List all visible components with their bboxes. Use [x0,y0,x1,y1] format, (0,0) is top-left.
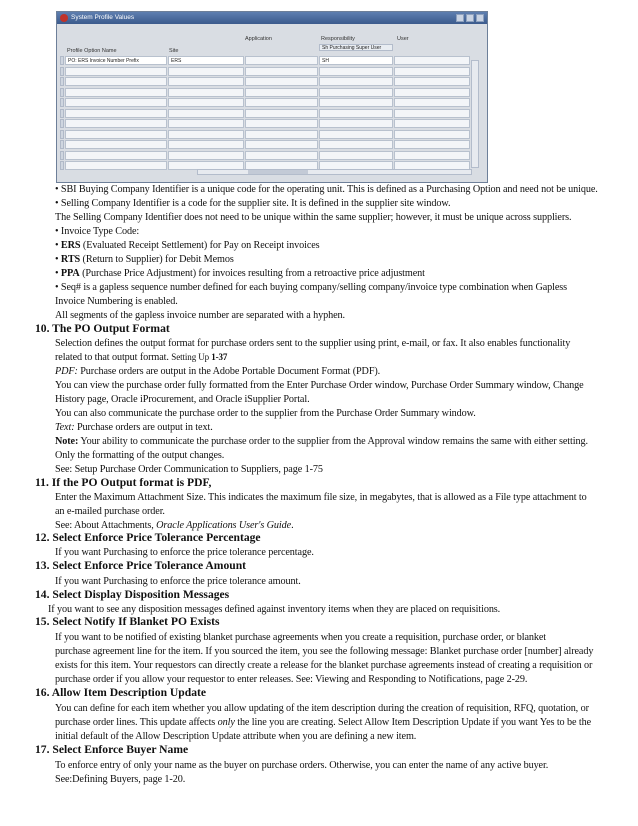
code-rts: • RTS (Return to Supplier) for Debit Memos [55,254,234,265]
empty-cell[interactable] [245,98,318,107]
system-profile-values-window [56,11,488,183]
empty-cell[interactable] [394,109,470,118]
window-title-bar [57,12,487,24]
s16-line-2a: purchase order lines. This update affects [55,717,218,728]
s17-line-2: See:Defining Buyers, page 1-20. [55,774,186,785]
row-marker[interactable] [60,77,64,86]
heading-display-disposition: 14. Select Display Disposition Messages [35,588,230,601]
s10-line-6: You can also communicate the purchase order to the supplier from the Purchase Order Summary window. [55,408,476,419]
empty-cell[interactable] [65,130,167,139]
s13-line-1: If you want Purchasing to enforce the price tolerance amount. [55,576,301,587]
code-ppa-label: PPA [60,268,80,279]
s16-line-3: initial default of the Allow Description Update attribute when you are defining a new item. [55,731,417,742]
s10-line-9: Only the formatting of the output changes. [55,450,225,461]
horizontal-scrollbar[interactable] [197,169,472,175]
empty-cell[interactable] [65,161,167,170]
s14-line-1: If you want to see any disposition messages defined against inventory items when they are placed on requisitions. [48,604,501,615]
code-ers: • ERS (Evaluated Receipt Settlement) for Pay on Receipt invoices [55,240,320,251]
col-header-responsibility: Responsibility [321,36,355,42]
page-number: 1-37 [211,352,228,362]
empty-cell[interactable] [168,88,244,97]
code-rts-label: RTS [60,254,81,265]
window-controls [456,14,484,22]
s10-line-2-text: related to that output format. [55,352,172,363]
empty-cell[interactable] [245,67,318,76]
empty-cell[interactable] [65,77,167,86]
heading-enforce-price-tolerance-amt: 13. Select Enforce Price Tolerance Amount [35,559,247,572]
profile-option-name-field[interactable]: PO: ERS Invoice Number Prefix [65,56,167,65]
row-marker[interactable] [60,67,64,76]
empty-cell[interactable] [168,109,244,118]
code-ppa-text: (Purchase Price Adjustment) for invoices resulting from a retroactive price adjustment [79,268,425,279]
empty-cell[interactable] [319,88,393,97]
empty-cell[interactable] [319,77,393,86]
s16-line-2c: the line you are creating. Select Allow Item Description Update if you want Yes to be the [234,717,592,728]
empty-cell[interactable] [245,140,318,149]
row-marker[interactable] [60,56,64,65]
row-marker[interactable] [60,140,64,149]
window-title: System Profile Values [71,14,135,21]
seq-line-3: All segments of the gapless invoice number are separated with a hyphen. [55,310,345,321]
s10-line-1: Selection defines the output format for purchase orders sent to the supplier using print, e-mail, or fax. It also enables functionality [55,338,571,349]
s10-line-5: History page, Oracle iProcurement, and Oracle iSupplier Portal. [55,394,310,405]
s17-line-1: To enforce entry of only your name as the buyer on purchase orders. Otherwise, you can enter the name of any active buyer. [55,760,549,771]
text-label: Text: [55,422,75,433]
empty-cell[interactable] [65,109,167,118]
row-marker[interactable] [60,88,64,97]
row-marker[interactable] [60,119,64,128]
empty-cell[interactable] [168,77,244,86]
row-marker[interactable] [60,109,64,118]
s15-line-2: purchase agreement line for the item. If you sourced the item, you see the following message: Blanket purchase order [number] already [55,646,594,657]
empty-cell[interactable] [394,130,470,139]
empty-cell[interactable] [168,67,244,76]
close-icon[interactable] [476,14,484,22]
site-value-field[interactable]: ERS [168,56,244,65]
seq-line-1: • Seq# is a gapless sequence number defined for each buying company/selling company/invoice type combination when Gapless [55,282,568,293]
empty-cell[interactable] [245,151,318,160]
scroll-thumb[interactable] [248,170,308,174]
pdf-text: Purchase orders are output in the Adobe Portable Document Format (PDF). [77,366,381,377]
s15-line-1: If you want to be notified of existing blanket purchase agreements when you create a requisition, purchase order, or blanket [55,632,547,643]
empty-cell[interactable] [245,119,318,128]
empty-cell[interactable] [319,151,393,160]
note-label: Note: [55,436,79,447]
heading-item-description-update: 16. Allow Item Description Update [35,686,206,699]
application-value-field[interactable] [245,56,318,65]
empty-cell[interactable] [319,109,393,118]
s10-line-4: You can view the purchase order fully formatted from the Enter Purchase Order window, Purchase Order Summary window, Change [55,380,584,391]
bullet-selling-company: • Selling Company Identifier is a code for the supplier site. It is defined in the supplier site window. [55,198,451,209]
s16-line-1: You can define for each item whether you allow updating of the item description during the creation of requisition, RFQ, quotation, or [55,703,589,714]
seq-line-2: Invoice Numbering is enabled. [55,296,178,307]
empty-cell[interactable] [168,151,244,160]
s16-line-2 [55,716,591,729]
col-header-application: Application [245,36,272,42]
responsibility-header-field[interactable]: Sh Purchasing Super User [319,44,393,51]
row-marker[interactable] [60,161,64,170]
empty-cell[interactable] [394,88,470,97]
empty-cell[interactable] [65,88,167,97]
bullet-sbi: • SBI Buying Company Identifier is a unique code for the operating unit. This is defined as a Purchasing Option and need not be unique. [55,184,598,195]
empty-cell[interactable] [168,130,244,139]
s15-line-4: purchase order if you allow your requestor to enter releases. See: Viewing and Responding to Notifications, page 2-29. [55,674,528,685]
empty-cell[interactable] [394,119,470,128]
row-marker[interactable] [60,98,64,107]
selling-company-note: The Selling Company Identifier does not need to be unique within the same supplier; however, it must be unique across suppliers. [55,212,572,223]
empty-cell[interactable] [65,67,167,76]
empty-cell[interactable] [319,98,393,107]
empty-cell[interactable] [245,88,318,97]
running-footer: Setting Up [171,352,212,362]
row-marker[interactable] [60,151,64,160]
heading-pdf-output: 11. If the PO Output format is PDF, [35,476,212,489]
s11-line-1: Enter the Maximum Attachment Size. This indicates the maximum file size, in megabytes, that is allowed as a File type attachment to [55,492,587,503]
vertical-scrollbar[interactable] [471,60,479,168]
empty-cell[interactable] [65,140,167,149]
empty-cell[interactable] [245,109,318,118]
code-ers-label: ERS [60,240,81,251]
code-rts-text: (Return to Supplier) for Debit Memos [80,254,234,265]
heading-enforce-price-tolerance-pct: 12. Select Enforce Price Tolerance Percentage [35,531,261,544]
row-marker[interactable] [60,130,64,139]
s15-line-3: exists for this item. Your requestors can directly create a release for the blanket purchase agreements instead of creating a requisition or [55,660,593,671]
s10-line-10: See: Setup Purchase Order Communication to Suppliers, page 1-75 [55,464,323,475]
heading-notify-blanket-po: 15. Select Notify If Blanket PO Exists [35,615,220,628]
s12-line-1: If you want Purchasing to enforce the price tolerance percentage. [55,547,314,558]
oracle-icon [60,14,68,22]
empty-cell[interactable] [319,140,393,149]
col-header-profile-option-name: Profile Option Name [67,48,117,54]
empty-cell[interactable] [394,77,470,86]
col-header-user: User [397,36,409,42]
s11-line-3-period: . [291,520,294,531]
text-text: Purchase orders are output in text. [74,422,213,433]
empty-cell[interactable] [65,151,167,160]
s10-line-2 [55,351,227,364]
s10-pdf-line [55,365,380,378]
users-guide-title: Oracle Applications User's Guide [156,520,292,531]
maximize-icon[interactable] [466,14,474,22]
empty-cell[interactable] [168,119,244,128]
s10-text-line [55,421,213,434]
user-value-field[interactable] [394,56,470,65]
s11-line-3-text: See: About Attachments, [55,520,157,531]
empty-cell[interactable] [394,140,470,149]
heading-enforce-buyer-name: 17. Select Enforce Buyer Name [35,743,189,756]
code-ppa: • PPA (Purchase Price Adjustment) for invoices resulting from a retroactive price adjustment [55,268,425,279]
heading-po-output-format: 10. The PO Output Format [35,322,170,335]
s11-line-2: an e-mailed purchase order. [55,506,165,517]
s16-only: only [217,717,235,728]
pdf-label: PDF: [55,366,78,377]
minimize-icon[interactable] [456,14,464,22]
empty-cell[interactable] [168,140,244,149]
empty-cell[interactable] [65,119,167,128]
empty-cell[interactable] [394,98,470,107]
s10-note-line [55,435,588,448]
bullet-invoice-type: • Invoice Type Code: [55,226,140,237]
empty-cell[interactable] [245,130,318,139]
empty-cell[interactable] [319,119,393,128]
empty-cell[interactable] [394,151,470,160]
responsibility-value-field[interactable]: SH [319,56,393,65]
empty-cell[interactable] [168,98,244,107]
empty-cell[interactable] [319,130,393,139]
note-text: Your ability to communicate the purchase order to the supplier from the Approval window remains the same with either setting. [78,436,588,447]
code-ers-text: (Evaluated Receipt Settlement) for Pay on Receipt invoices [80,240,320,251]
empty-cell[interactable] [319,67,393,76]
empty-cell[interactable] [65,98,167,107]
empty-cell[interactable] [245,77,318,86]
empty-cell[interactable] [394,67,470,76]
col-header-site: Site [169,48,179,54]
